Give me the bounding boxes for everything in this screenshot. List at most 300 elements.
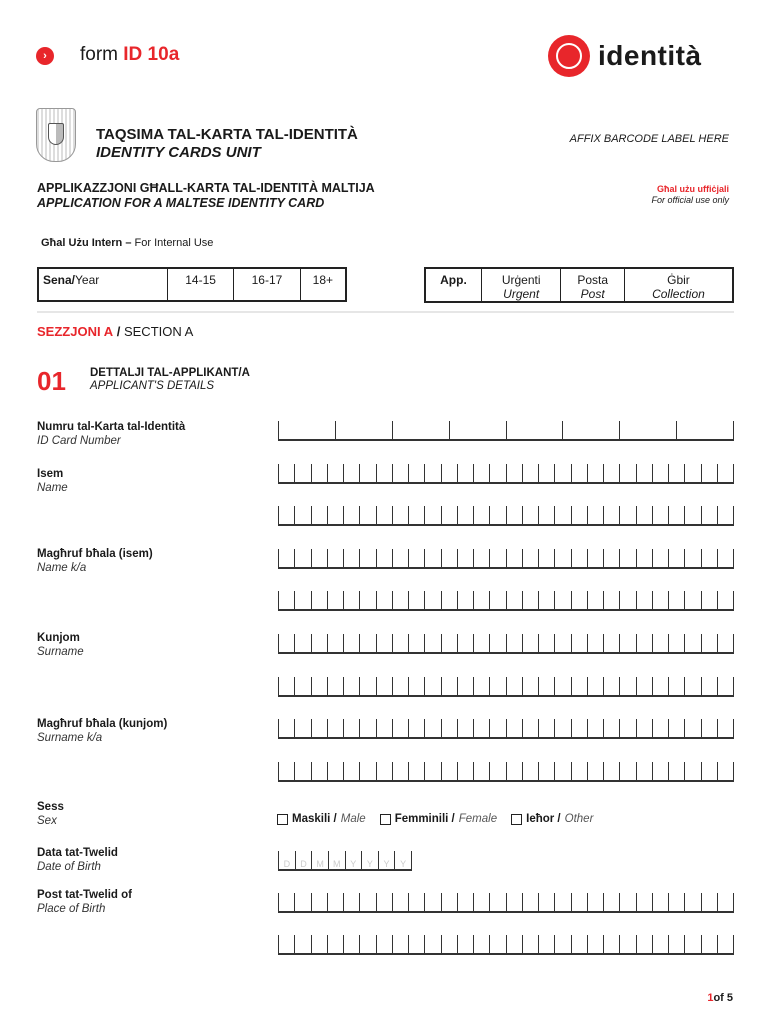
character-box[interactable]: [424, 464, 440, 482]
character-box[interactable]: [278, 464, 294, 482]
character-box[interactable]: [473, 893, 489, 911]
character-box[interactable]: [392, 421, 449, 439]
character-box[interactable]: [668, 893, 684, 911]
name-ka-input[interactable]: [278, 549, 734, 569]
character-box[interactable]: [278, 762, 294, 780]
character-box[interactable]: [571, 935, 587, 953]
character-box[interactable]: [489, 549, 505, 567]
character-box[interactable]: [506, 549, 522, 567]
character-box[interactable]: Y: [361, 851, 378, 869]
character-box[interactable]: [343, 506, 359, 524]
character-box[interactable]: [652, 591, 668, 609]
character-box[interactable]: [311, 549, 327, 567]
character-box[interactable]: [652, 935, 668, 953]
character-box[interactable]: [603, 506, 619, 524]
app-post[interactable]: Posta Post: [561, 268, 624, 302]
character-box[interactable]: [489, 893, 505, 911]
character-box[interactable]: [652, 893, 668, 911]
character-box[interactable]: [327, 677, 343, 695]
character-box[interactable]: [619, 464, 635, 482]
year-cell[interactable]: 18+: [300, 268, 346, 301]
character-box[interactable]: [668, 591, 684, 609]
character-box[interactable]: [636, 549, 652, 567]
character-box[interactable]: [506, 762, 522, 780]
character-box[interactable]: [538, 893, 554, 911]
character-box[interactable]: [506, 677, 522, 695]
character-box[interactable]: [506, 421, 563, 439]
character-box[interactable]: [522, 719, 538, 737]
character-box[interactable]: [376, 506, 392, 524]
character-box[interactable]: [335, 421, 392, 439]
character-box[interactable]: [343, 719, 359, 737]
character-box[interactable]: [684, 719, 700, 737]
character-box[interactable]: [554, 893, 570, 911]
character-box[interactable]: [717, 591, 734, 609]
surname-ka-input-line2[interactable]: [278, 762, 734, 782]
sex-female-checkbox[interactable]: Femminili / Female: [380, 813, 497, 825]
character-box[interactable]: [311, 762, 327, 780]
character-box[interactable]: [652, 677, 668, 695]
character-box[interactable]: [376, 464, 392, 482]
character-box[interactable]: D: [278, 851, 295, 869]
character-box[interactable]: [684, 506, 700, 524]
character-box[interactable]: [668, 935, 684, 953]
character-box[interactable]: [457, 719, 473, 737]
character-box[interactable]: [506, 506, 522, 524]
character-box[interactable]: [489, 464, 505, 482]
character-box[interactable]: [489, 719, 505, 737]
character-box[interactable]: M: [328, 851, 345, 869]
character-box[interactable]: [311, 719, 327, 737]
character-box[interactable]: [562, 421, 619, 439]
checkbox-icon[interactable]: [277, 814, 288, 825]
character-box[interactable]: [506, 719, 522, 737]
character-box[interactable]: Y: [394, 851, 412, 869]
character-box[interactable]: [376, 893, 392, 911]
character-box[interactable]: [554, 464, 570, 482]
character-box[interactable]: [717, 634, 734, 652]
character-box[interactable]: [327, 549, 343, 567]
character-box[interactable]: [473, 634, 489, 652]
character-box[interactable]: [457, 935, 473, 953]
character-box[interactable]: [701, 762, 717, 780]
character-box[interactable]: [441, 464, 457, 482]
character-box[interactable]: [522, 762, 538, 780]
year-cell[interactable]: 14-15: [167, 268, 233, 301]
character-box[interactable]: [424, 591, 440, 609]
character-box[interactable]: [449, 421, 506, 439]
character-box[interactable]: [311, 935, 327, 953]
character-box[interactable]: [311, 506, 327, 524]
character-box[interactable]: [668, 719, 684, 737]
character-box[interactable]: [376, 762, 392, 780]
character-box[interactable]: [668, 549, 684, 567]
character-box[interactable]: [392, 549, 408, 567]
character-box[interactable]: [701, 591, 717, 609]
character-box[interactable]: [668, 506, 684, 524]
character-box[interactable]: [424, 762, 440, 780]
character-box[interactable]: [571, 464, 587, 482]
character-box[interactable]: [392, 935, 408, 953]
character-box[interactable]: [603, 935, 619, 953]
character-box[interactable]: [376, 549, 392, 567]
character-box[interactable]: [684, 762, 700, 780]
character-box[interactable]: [538, 935, 554, 953]
character-box[interactable]: [619, 935, 635, 953]
character-box[interactable]: [538, 719, 554, 737]
surname-ka-input[interactable]: [278, 719, 734, 739]
character-box[interactable]: [343, 591, 359, 609]
character-box[interactable]: [278, 719, 294, 737]
character-box[interactable]: [684, 591, 700, 609]
character-box[interactable]: [668, 677, 684, 695]
character-box[interactable]: [392, 464, 408, 482]
character-box[interactable]: [457, 591, 473, 609]
character-box[interactable]: [311, 893, 327, 911]
character-box[interactable]: [343, 677, 359, 695]
character-box[interactable]: [684, 677, 700, 695]
character-box[interactable]: [278, 677, 294, 695]
character-box[interactable]: [668, 634, 684, 652]
character-box[interactable]: [717, 464, 734, 482]
character-box[interactable]: [522, 549, 538, 567]
character-box[interactable]: [408, 591, 424, 609]
character-box[interactable]: [717, 935, 734, 953]
character-box[interactable]: [603, 762, 619, 780]
character-box[interactable]: [506, 591, 522, 609]
character-box[interactable]: [587, 506, 603, 524]
character-box[interactable]: [376, 677, 392, 695]
character-box[interactable]: [538, 677, 554, 695]
character-box[interactable]: [538, 549, 554, 567]
character-box[interactable]: [343, 762, 359, 780]
character-box[interactable]: [587, 677, 603, 695]
character-box[interactable]: [457, 677, 473, 695]
id-card-number-input[interactable]: [278, 421, 734, 441]
character-box[interactable]: [424, 893, 440, 911]
character-box[interactable]: Y: [378, 851, 395, 869]
character-box[interactable]: [603, 719, 619, 737]
character-box[interactable]: [311, 464, 327, 482]
character-box[interactable]: [619, 421, 676, 439]
character-box[interactable]: [587, 762, 603, 780]
character-box[interactable]: [392, 591, 408, 609]
character-box[interactable]: [392, 762, 408, 780]
character-box[interactable]: [522, 634, 538, 652]
character-box[interactable]: [408, 762, 424, 780]
character-box[interactable]: [343, 464, 359, 482]
character-box[interactable]: [294, 762, 310, 780]
character-box[interactable]: [359, 893, 375, 911]
character-box[interactable]: [522, 464, 538, 482]
character-box[interactable]: [652, 634, 668, 652]
character-box[interactable]: [538, 634, 554, 652]
character-box[interactable]: [636, 634, 652, 652]
character-box[interactable]: [294, 549, 310, 567]
character-box[interactable]: [359, 677, 375, 695]
character-box[interactable]: [327, 591, 343, 609]
character-box[interactable]: [636, 893, 652, 911]
character-box[interactable]: [619, 506, 635, 524]
character-box[interactable]: [441, 549, 457, 567]
character-box[interactable]: [441, 719, 457, 737]
character-box[interactable]: [294, 719, 310, 737]
character-box[interactable]: [506, 893, 522, 911]
character-box[interactable]: [424, 506, 440, 524]
character-box[interactable]: [311, 591, 327, 609]
character-box[interactable]: [554, 677, 570, 695]
character-box[interactable]: [392, 506, 408, 524]
sex-other-checkbox[interactable]: Ieħor / Other: [511, 813, 593, 825]
character-box[interactable]: [684, 549, 700, 567]
character-box[interactable]: [603, 893, 619, 911]
character-box[interactable]: [701, 506, 717, 524]
character-box[interactable]: [489, 506, 505, 524]
character-box[interactable]: [619, 719, 635, 737]
character-box[interactable]: [473, 464, 489, 482]
character-box[interactable]: [684, 893, 700, 911]
place-of-birth-input[interactable]: [278, 893, 734, 913]
character-box[interactable]: [424, 719, 440, 737]
character-box[interactable]: [652, 549, 668, 567]
character-box[interactable]: [554, 719, 570, 737]
character-box[interactable]: [327, 893, 343, 911]
character-box[interactable]: [376, 935, 392, 953]
character-box[interactable]: [603, 464, 619, 482]
character-box[interactable]: [327, 935, 343, 953]
character-box[interactable]: [652, 464, 668, 482]
character-box[interactable]: [408, 719, 424, 737]
character-box[interactable]: [278, 634, 294, 652]
character-box[interactable]: [441, 634, 457, 652]
character-box[interactable]: [278, 549, 294, 567]
name-input-line2[interactable]: [278, 506, 734, 526]
character-box[interactable]: [294, 464, 310, 482]
character-box[interactable]: [587, 893, 603, 911]
character-box[interactable]: [522, 591, 538, 609]
character-box[interactable]: [278, 935, 294, 953]
character-box[interactable]: [571, 762, 587, 780]
character-box[interactable]: [587, 634, 603, 652]
character-box[interactable]: [636, 506, 652, 524]
character-box[interactable]: [473, 719, 489, 737]
character-box[interactable]: [636, 591, 652, 609]
character-box[interactable]: [457, 762, 473, 780]
character-box[interactable]: [294, 677, 310, 695]
character-box[interactable]: [376, 591, 392, 609]
character-box[interactable]: [571, 549, 587, 567]
character-box[interactable]: M: [311, 851, 328, 869]
character-box[interactable]: [538, 591, 554, 609]
character-box[interactable]: [571, 893, 587, 911]
character-box[interactable]: [636, 719, 652, 737]
character-box[interactable]: [636, 762, 652, 780]
place-of-birth-input-line2[interactable]: [278, 935, 734, 955]
character-box[interactable]: [603, 549, 619, 567]
character-box[interactable]: [684, 935, 700, 953]
character-box[interactable]: [457, 893, 473, 911]
character-box[interactable]: [392, 677, 408, 695]
character-box[interactable]: [441, 762, 457, 780]
character-box[interactable]: [717, 549, 734, 567]
character-box[interactable]: [668, 762, 684, 780]
character-box[interactable]: [441, 506, 457, 524]
character-box[interactable]: [717, 893, 734, 911]
character-box[interactable]: [376, 719, 392, 737]
character-box[interactable]: [668, 464, 684, 482]
character-box[interactable]: [684, 464, 700, 482]
character-box[interactable]: [717, 677, 734, 695]
character-box[interactable]: [311, 634, 327, 652]
character-box[interactable]: [359, 719, 375, 737]
character-box[interactable]: [522, 677, 538, 695]
character-box[interactable]: [424, 935, 440, 953]
character-box[interactable]: [717, 719, 734, 737]
character-box[interactable]: [619, 893, 635, 911]
character-box[interactable]: [392, 893, 408, 911]
app-urgent[interactable]: Urġenti Urgent: [481, 268, 561, 302]
character-box[interactable]: [571, 506, 587, 524]
character-box[interactable]: [489, 762, 505, 780]
character-box[interactable]: [392, 719, 408, 737]
character-box[interactable]: [587, 935, 603, 953]
character-box[interactable]: [278, 591, 294, 609]
character-box[interactable]: [619, 549, 635, 567]
character-box[interactable]: [441, 935, 457, 953]
character-box[interactable]: [538, 506, 554, 524]
character-box[interactable]: [392, 634, 408, 652]
character-box[interactable]: [603, 634, 619, 652]
character-box[interactable]: [554, 506, 570, 524]
character-box[interactable]: [278, 421, 335, 439]
character-box[interactable]: [441, 591, 457, 609]
date-of-birth-input[interactable]: [278, 851, 412, 871]
year-cell[interactable]: 16-17: [234, 268, 300, 301]
character-box[interactable]: [571, 677, 587, 695]
character-box[interactable]: [619, 762, 635, 780]
character-box[interactable]: [571, 634, 587, 652]
character-box[interactable]: [506, 634, 522, 652]
character-box[interactable]: [441, 893, 457, 911]
character-box[interactable]: [408, 677, 424, 695]
character-box[interactable]: [327, 719, 343, 737]
character-box[interactable]: [652, 506, 668, 524]
surname-input[interactable]: [278, 634, 734, 654]
character-box[interactable]: [538, 762, 554, 780]
character-box[interactable]: [522, 506, 538, 524]
character-box[interactable]: Y: [345, 851, 362, 869]
character-box[interactable]: [619, 677, 635, 695]
character-box[interactable]: [701, 719, 717, 737]
character-box[interactable]: [717, 506, 734, 524]
character-box[interactable]: [522, 893, 538, 911]
character-box[interactable]: [571, 591, 587, 609]
character-box[interactable]: [327, 634, 343, 652]
character-box[interactable]: [359, 591, 375, 609]
character-box[interactable]: [684, 634, 700, 652]
character-box[interactable]: [294, 893, 310, 911]
character-box[interactable]: [408, 634, 424, 652]
character-box[interactable]: [522, 935, 538, 953]
sex-male-checkbox[interactable]: Maskili / Male: [277, 813, 366, 825]
character-box[interactable]: [457, 464, 473, 482]
character-box[interactable]: [636, 677, 652, 695]
character-box[interactable]: [701, 893, 717, 911]
character-box[interactable]: [587, 549, 603, 567]
character-box[interactable]: [278, 506, 294, 524]
character-box[interactable]: [717, 762, 734, 780]
character-box[interactable]: [603, 591, 619, 609]
character-box[interactable]: [311, 677, 327, 695]
character-box[interactable]: [473, 549, 489, 567]
character-box[interactable]: [278, 893, 294, 911]
character-box[interactable]: [571, 719, 587, 737]
character-box[interactable]: [652, 762, 668, 780]
character-box[interactable]: [327, 762, 343, 780]
character-box[interactable]: [554, 935, 570, 953]
character-box[interactable]: [473, 506, 489, 524]
character-box[interactable]: [676, 421, 734, 439]
character-box[interactable]: [457, 506, 473, 524]
character-box[interactable]: [424, 677, 440, 695]
character-box[interactable]: [538, 464, 554, 482]
character-box[interactable]: [343, 634, 359, 652]
character-box[interactable]: [408, 549, 424, 567]
character-box[interactable]: [489, 677, 505, 695]
character-box[interactable]: [701, 634, 717, 652]
character-box[interactable]: [506, 464, 522, 482]
character-box[interactable]: [294, 935, 310, 953]
character-box[interactable]: [327, 464, 343, 482]
character-box[interactable]: [554, 591, 570, 609]
character-box[interactable]: [554, 634, 570, 652]
character-box[interactable]: [457, 634, 473, 652]
character-box[interactable]: D: [295, 851, 312, 869]
surname-input-line2[interactable]: [278, 677, 734, 697]
character-box[interactable]: [473, 677, 489, 695]
character-box[interactable]: [408, 506, 424, 524]
character-box[interactable]: [619, 634, 635, 652]
character-box[interactable]: [359, 549, 375, 567]
character-box[interactable]: [636, 935, 652, 953]
character-box[interactable]: [294, 591, 310, 609]
character-box[interactable]: [603, 677, 619, 695]
checkbox-icon[interactable]: [380, 814, 391, 825]
character-box[interactable]: [359, 634, 375, 652]
character-box[interactable]: [343, 893, 359, 911]
character-box[interactable]: [489, 634, 505, 652]
character-box[interactable]: [554, 762, 570, 780]
character-box[interactable]: [294, 506, 310, 524]
character-box[interactable]: [424, 549, 440, 567]
character-box[interactable]: [489, 935, 505, 953]
character-box[interactable]: [408, 935, 424, 953]
character-box[interactable]: [424, 634, 440, 652]
character-box[interactable]: [587, 591, 603, 609]
character-box[interactable]: [701, 935, 717, 953]
character-box[interactable]: [359, 935, 375, 953]
character-box[interactable]: [587, 464, 603, 482]
character-box[interactable]: [457, 549, 473, 567]
character-box[interactable]: [408, 893, 424, 911]
character-box[interactable]: [619, 591, 635, 609]
character-box[interactable]: [359, 762, 375, 780]
character-box[interactable]: [473, 591, 489, 609]
character-box[interactable]: [343, 549, 359, 567]
name-input[interactable]: [278, 464, 734, 484]
character-box[interactable]: [701, 549, 717, 567]
character-box[interactable]: [327, 506, 343, 524]
